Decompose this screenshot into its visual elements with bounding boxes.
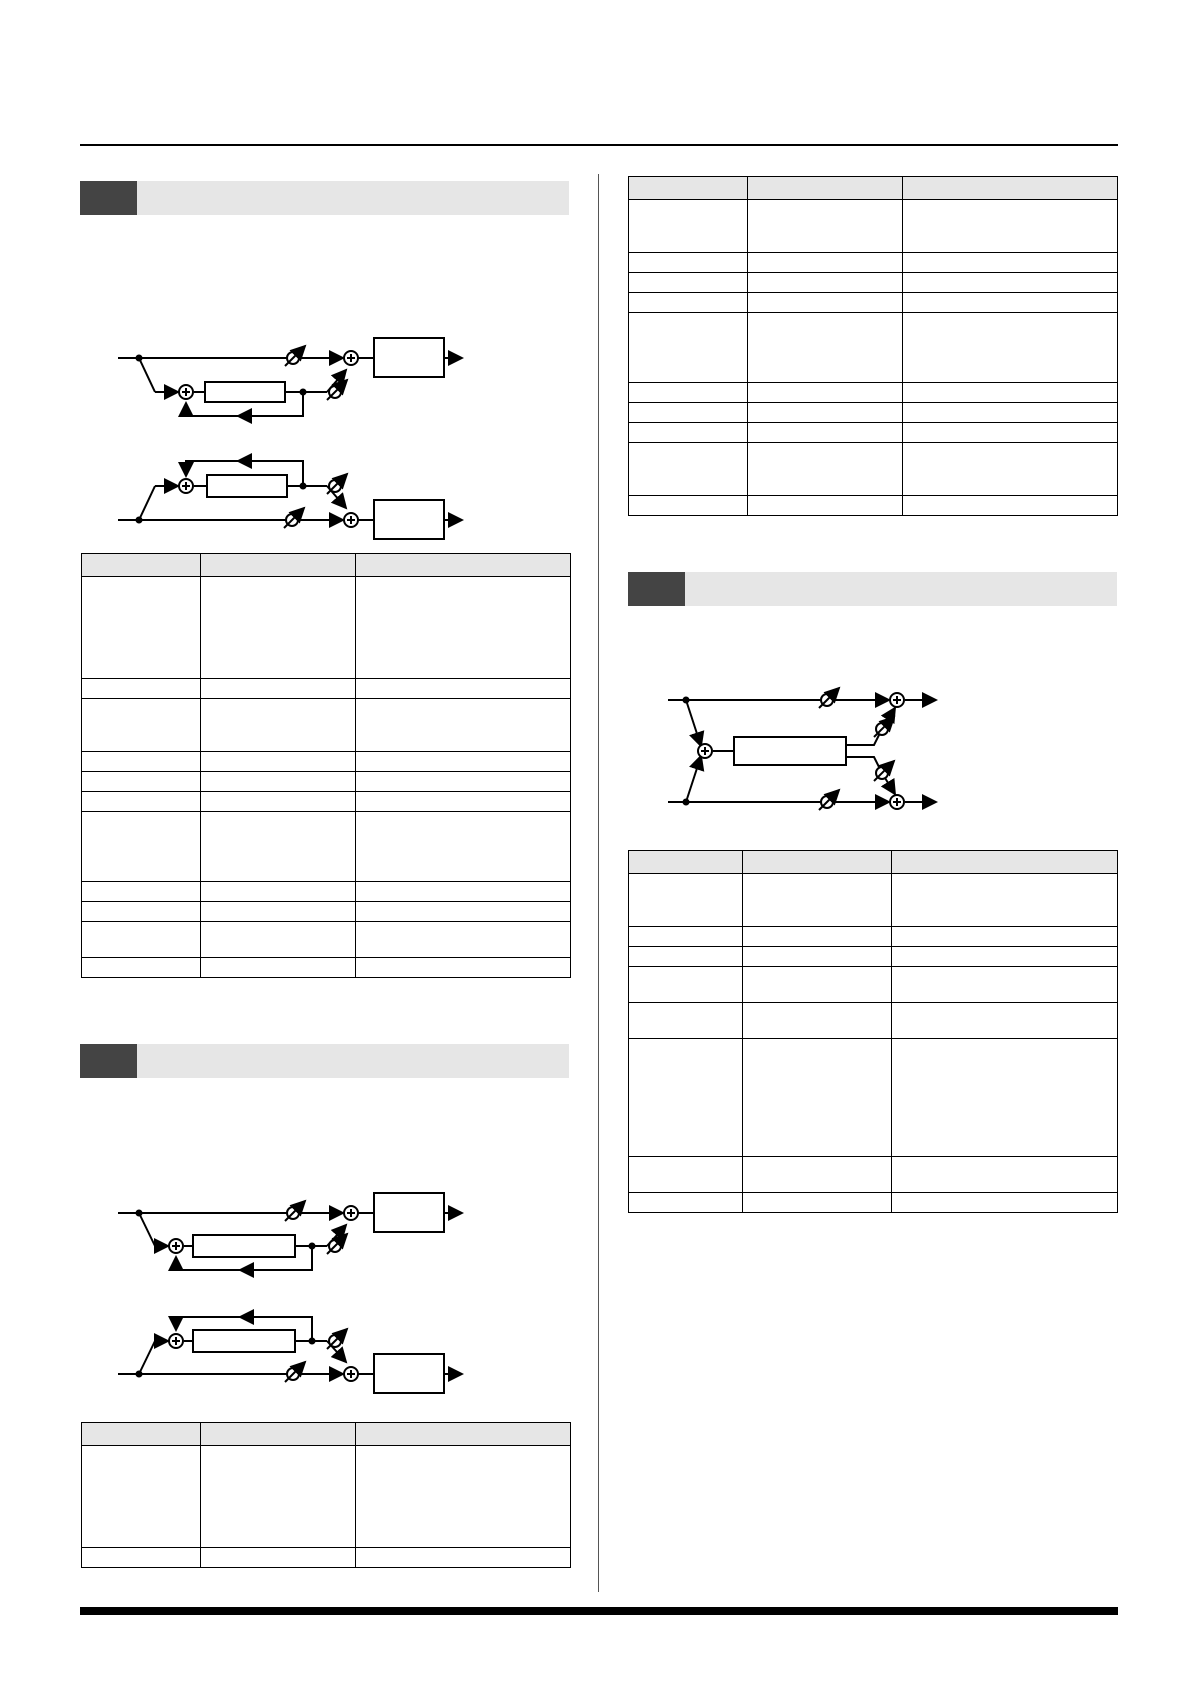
table-row xyxy=(82,1548,571,1568)
section-2-number-tab xyxy=(80,1044,137,1078)
table-row xyxy=(629,273,1118,293)
section-1-number-tab xyxy=(80,181,137,215)
section-4-header-bar xyxy=(628,572,1117,606)
table-row xyxy=(629,423,1118,443)
section-2-parameter-table xyxy=(81,1422,571,1568)
table-row xyxy=(82,1446,571,1548)
section-2-block-diagram xyxy=(100,1175,480,1405)
table-row xyxy=(82,752,571,772)
table-header-row xyxy=(629,177,1118,200)
continued-parameter-table xyxy=(628,176,1118,516)
table-row xyxy=(82,792,571,812)
table-row xyxy=(629,874,1118,927)
table-header-row xyxy=(82,554,571,577)
section-4-number-tab xyxy=(628,572,685,606)
bottom-rule xyxy=(80,1607,1118,1615)
table-row xyxy=(629,1193,1118,1213)
table-row xyxy=(82,772,571,792)
table-row xyxy=(82,922,571,958)
table-row xyxy=(629,1157,1118,1193)
table-row xyxy=(629,383,1118,403)
table-row xyxy=(629,253,1118,273)
table-row xyxy=(82,679,571,699)
section-1-header-bar xyxy=(80,181,569,215)
table-row xyxy=(82,699,571,752)
table-row xyxy=(629,403,1118,423)
table-row xyxy=(82,902,571,922)
top-rule xyxy=(80,144,1118,146)
table-row xyxy=(629,1003,1118,1039)
table-row xyxy=(82,882,571,902)
table-row xyxy=(629,1039,1118,1157)
section-1-block-diagram xyxy=(100,320,480,550)
table-header-row xyxy=(629,851,1118,874)
section-4-block-diagram xyxy=(660,680,960,820)
table-row xyxy=(629,947,1118,967)
table-row xyxy=(629,496,1118,516)
section-4-parameter-table xyxy=(628,850,1118,1213)
table-row xyxy=(629,443,1118,496)
table-row xyxy=(629,293,1118,313)
column-divider xyxy=(598,174,599,1592)
table-row xyxy=(629,313,1118,383)
table-row xyxy=(82,958,571,978)
section-2-header-bar xyxy=(80,1044,569,1078)
table-row xyxy=(629,967,1118,1003)
table-row xyxy=(629,200,1118,253)
table-header-row xyxy=(82,1423,571,1446)
section-1-parameter-table xyxy=(81,553,571,978)
table-row xyxy=(82,812,571,882)
table-row xyxy=(629,927,1118,947)
table-row xyxy=(82,577,571,679)
